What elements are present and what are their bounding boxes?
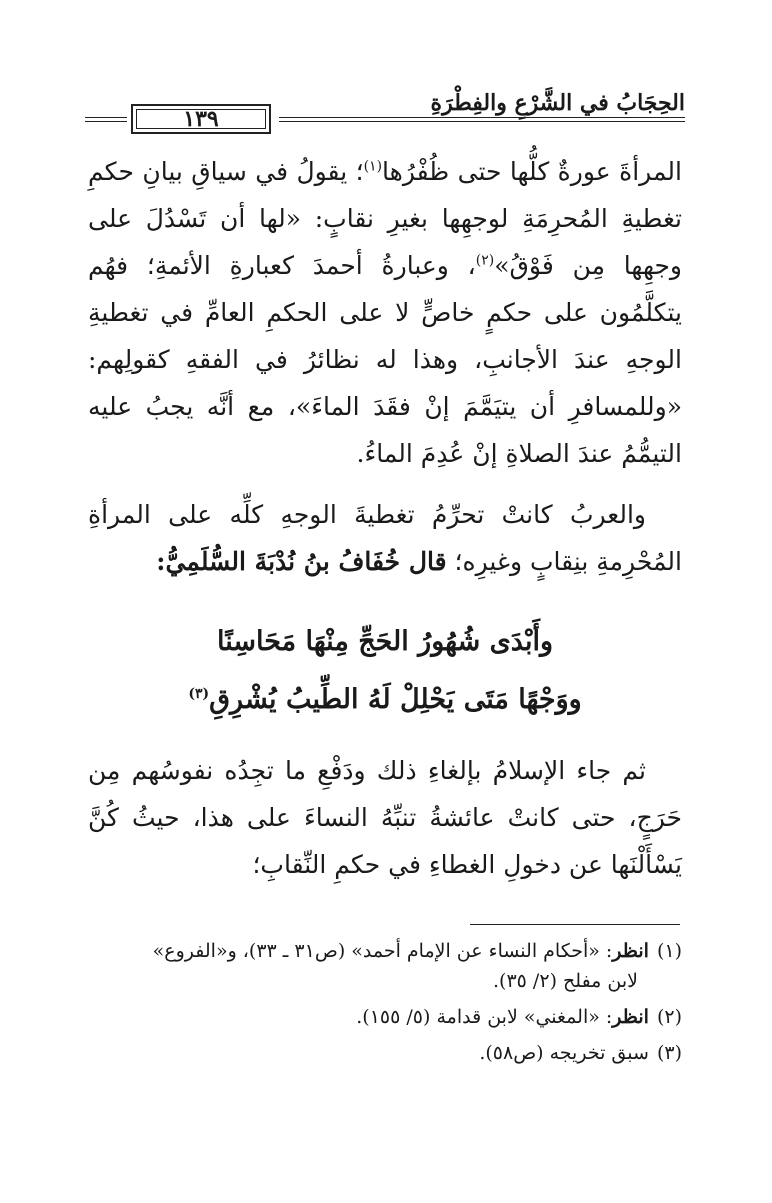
closing-text [88, 747, 682, 888]
paragraph-1-part-2: ؛ يقولُ في سياقِ بيانِ حكمِ تغطيةِ المُحرِمَةِ لوجهِها بغيرِ نقابٍ: «لها أن تَسْدُلَ على وجهِها مِن فَوْقُ» [88, 157, 682, 280]
page-number: ١٣٩ [183, 106, 219, 132]
header-rule-right [279, 117, 685, 122]
running-header [85, 88, 685, 140]
paragraph-1-part-1: المرأةَ عورةٌ كلُّها حتى ظُفْرُها [382, 157, 682, 186]
footnote-separator [470, 924, 680, 925]
footnote-1-number: (١) [656, 940, 682, 962]
paragraph-3: ثم جاء الإسلامُ بإلغاءِ ذلك ودَفْعِ ما تجِدُه نفوسُهم مِن حَرَجٍ، حتى كانتْ عائشةُ تنبِّهُ النساءَ على هذا، حيثُ كُنَّ يَسْأَلْنَها عن دخولِ الغطاءِ في حكمِ النِّقابِ؛ [88, 756, 682, 879]
poem-verse-2 [88, 684, 682, 715]
footnotes [88, 936, 682, 1074]
footnote-2-label: انظر [612, 1006, 649, 1028]
body-text [88, 148, 682, 585]
page-number-box [131, 104, 271, 134]
footnote-2 [88, 1002, 682, 1032]
footnote-3-text: سبق تخريجه (ص٥٨). [479, 1042, 649, 1064]
poem-verse-1: وأَبْدَى شُهُورُ الحَجِّ مِنْهَا مَحَاسِنًا [217, 626, 553, 657]
footnote-1 [88, 936, 682, 996]
header-rule-left [85, 117, 127, 122]
paragraph-1-part-3: ، وعبارةُ أحمدَ كعبارةِ الأئمةِ؛ فهُم يتكلَّمُون على حكمٍ خاصٍّ لا على الحكمِ العامِّ في تغطيةِ الوجهِ عندَ الأجانبِ، وهذا له نظائرُ في الفقهِ كقولِهم: «وللمسافرِ أن يتيَمَّمَ إنْ فقَدَ الماءَ»، مع أنَّه يجبُ عليه التيمُّمُ عندَ الصلاةِ إنْ عُدِمَ الماءُ. [88, 251, 682, 468]
footnote-3-number: (٣) [656, 1042, 682, 1064]
running-title: الحِجَابُ في الشَّرْعِ والفِطْرَةِ [430, 90, 685, 116]
footnote-2-text: : «المغني» لابن قدامة (٥/ ١٥٥). [356, 1006, 613, 1028]
footnote-ref-1: (١) [363, 158, 383, 175]
paragraph-1 [88, 148, 682, 477]
paragraph-2-text: والعربُ كانتْ تحرِّمُ تغطيةَ الوجهِ كلِّه على المرأةِ المُحْرِمةِ بنِقابٍ وغيرِه؛ [88, 500, 682, 576]
footnote-1-text: : «أحكام النساء عن الإمام أحمد» (ص٣١ ـ ٣٣)، و«الفروع» [152, 940, 613, 962]
footnote-3 [88, 1038, 682, 1068]
footnote-2-number: (٢) [656, 1006, 682, 1028]
paragraph-2-bold: قال خُفَافُ بنُ نُدْبَةَ السُّلَمِيُّ: [156, 547, 447, 576]
footnote-ref-3: (٣) [188, 686, 210, 702]
footnote-ref-2: (٢) [475, 252, 495, 269]
footnote-1-label: انظر [612, 940, 649, 962]
footnote-1-continuation: لابن مفلح (٢/ ٣٥). [493, 970, 638, 992]
poem-verse-2-text: ووَجْهًا مَتَى يَحْلِلْ لَهُ الطِّيبُ يُشْرِقِ [209, 684, 582, 715]
paragraph-2 [88, 491, 682, 585]
